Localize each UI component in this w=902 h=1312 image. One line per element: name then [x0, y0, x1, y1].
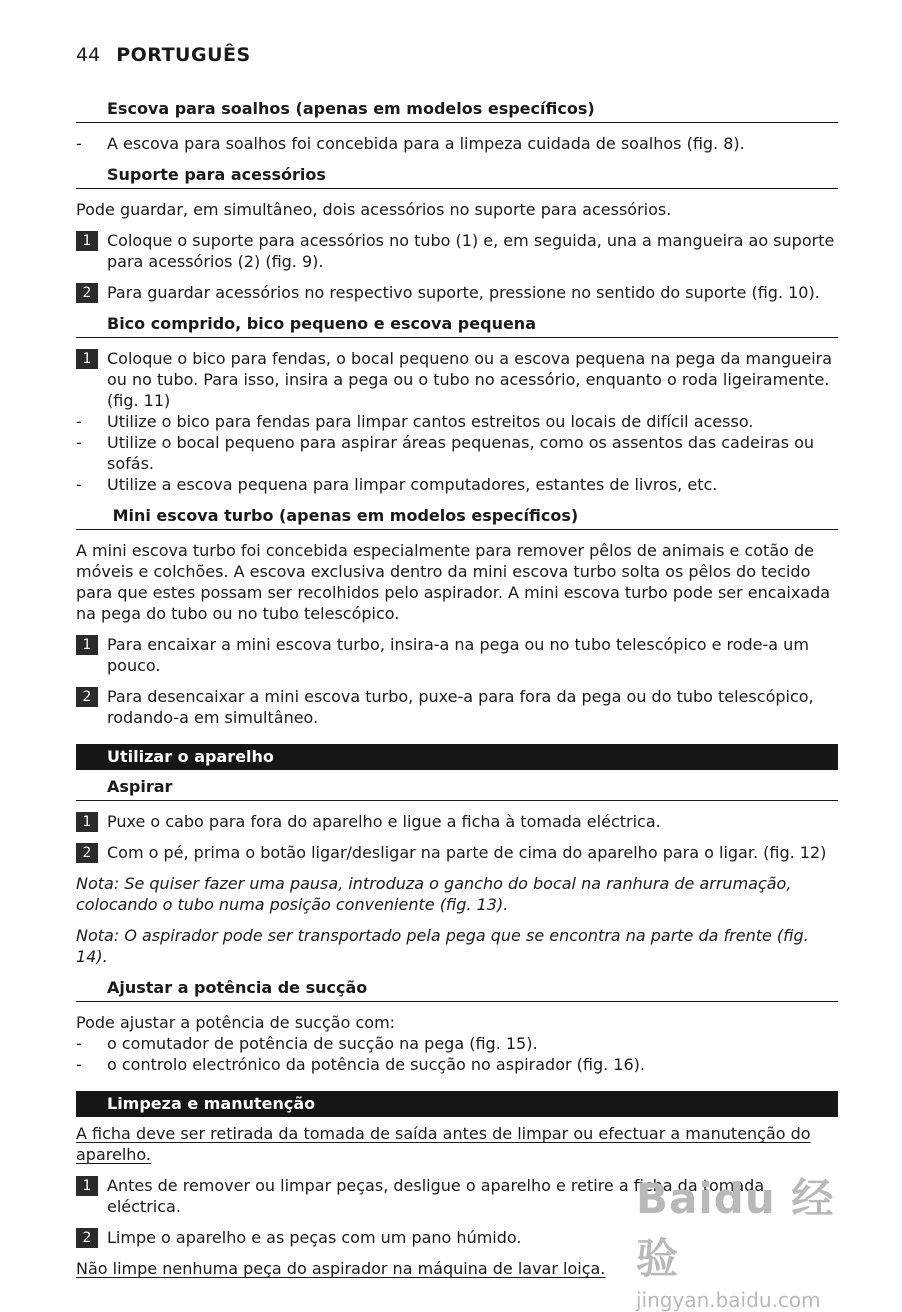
step-text: Para encaixar a mini escova turbo, insira-a na pega ou no tubo telescópico e rode-a um pouco.: [107, 635, 809, 675]
step-text: Coloque o bico para fendas, o bocal pequeno ou a escova pequena na pega da mangueira ou no tubo. Para isso, insira a pega ou o tubo no acessório, enquanto o roda ligeiramente. (fig. 11): [107, 349, 833, 410]
watermark-logo: Baidu 经验: [636, 1174, 835, 1283]
step-number: 2: [76, 687, 98, 707]
step-number: 2: [76, 843, 98, 863]
note: Nota: Se quiser fazer uma pausa, introduza o gancho do bocal na ranhura de arrumação, colocando o tubo numa posição conveniente (fig. 13).: [76, 874, 792, 914]
step-text: Para guardar acessórios no respectivo suporte, pressione no sentido do suporte (fig. 10).: [107, 283, 820, 302]
step-item: [76, 230, 838, 272]
step-number: 2: [76, 1228, 98, 1248]
watermark-url: jingyan.baidu.com: [636, 1288, 821, 1312]
chapter-heading-cleaning: Limpeza e manutenção: [76, 1091, 838, 1117]
section-heading-suction: Ajustar a potência de sucção: [76, 977, 838, 1002]
step-item: [76, 282, 838, 303]
warning-text: A ficha deve ser retirada da tomada de saída antes de limpar ou efectuar a manutenção do aparelho.: [76, 1124, 811, 1164]
section-heading-floor-brush: Escova para soalhos (apenas em modelos específicos): [76, 98, 838, 123]
bullet-item: - A escova para soalhos foi concebida para a limpeza cuidada de soalhos (fig. 8).: [76, 133, 838, 154]
bullet-item: - o controlo electrónico da potência de sucção no aspirador (fig. 16).: [76, 1054, 838, 1075]
page-number: 44: [76, 44, 101, 66]
bullet-item: - o comutador de potência de sucção na pega (fig. 15).: [76, 1033, 838, 1054]
note: Nota: O aspirador pode ser transportado pela pega que se encontra na parte da frente (fig. 14).: [76, 926, 809, 966]
step-number: 1: [76, 812, 98, 832]
warning-text: Não limpe nenhuma peça do aspirador na máquina de lavar loiça.: [76, 1259, 606, 1278]
section-heading-vacuum: Aspirar: [76, 776, 838, 801]
section-heading-accessory-holder: Suporte para acessórios: [76, 164, 838, 189]
step-number: 1: [76, 635, 98, 655]
bullet-item: - Utilize o bico para fendas para limpar cantos estreitos ou locais de difícil acesso.: [76, 411, 838, 432]
bullet-item: - Utilize a escova pequena para limpar computadores, estantes de livros, etc.: [76, 474, 838, 495]
step-item: [76, 686, 838, 728]
step-text: Limpe o aparelho e as peças com um pano húmido.: [107, 1228, 522, 1247]
chapter-heading-use: Utilizar o aparelho: [76, 744, 838, 770]
step-number: 1: [76, 1176, 98, 1196]
step-number: 1: [76, 231, 98, 251]
step-number: 2: [76, 283, 98, 303]
page-content: [76, 98, 838, 1289]
step-text: Antes de remover ou limpar peças, desligue o aparelho e retire a ficha da tomada eléctrica.: [107, 1176, 765, 1216]
step-item: [76, 811, 838, 832]
section-heading-turbo-brush: Mini escova turbo (apenas em modelos específicos): [76, 505, 838, 530]
page-header: [76, 44, 251, 66]
paragraph: A mini escova turbo foi concebida especialmente para remover pêlos de animais e cotão de móveis e colchões. A escova exclusiva dentro da mini escova turbo solta os pêlos do tecido para que estes possam ser recolhidos pelo aspirador. A mini escova turbo pode ser encaixada na pega do tubo ou no tubo telescópico.: [76, 541, 831, 623]
step-item: [76, 634, 838, 676]
bullet-item: - Utilize o bocal pequeno para aspirar áreas pequenas, como os assentos das cadeiras ou sofás.: [76, 432, 838, 474]
step-number: 1: [76, 349, 98, 369]
section-heading-nozzles: Bico comprido, bico pequeno e escova pequena: [76, 313, 838, 338]
paragraph: Pode guardar, em simultâneo, dois acessórios no suporte para acessórios.: [76, 200, 672, 219]
step-text: Com o pé, prima o botão ligar/desligar na parte de cima do aparelho para o ligar. (fig. 12): [107, 843, 827, 862]
step-text: Para desencaixar a mini escova turbo, puxe-a para fora da pega ou do tubo telescópico, rodando-a em simultâneo.: [107, 687, 814, 727]
watermark: [636, 1166, 856, 1312]
step-item: [76, 842, 838, 863]
step-text: Puxe o cabo para fora do aparelho e ligue a ficha à tomada eléctrica.: [107, 812, 661, 831]
step-item: [76, 348, 838, 411]
step-text: Coloque o suporte para acessórios no tubo (1) e, em seguida, una a mangueira ao suporte para acessórios (2) (fig. 9).: [107, 231, 835, 271]
language-title: PORTUGUÊS: [116, 44, 251, 66]
paragraph: Pode ajustar a potência de sucção com:: [76, 1013, 396, 1032]
